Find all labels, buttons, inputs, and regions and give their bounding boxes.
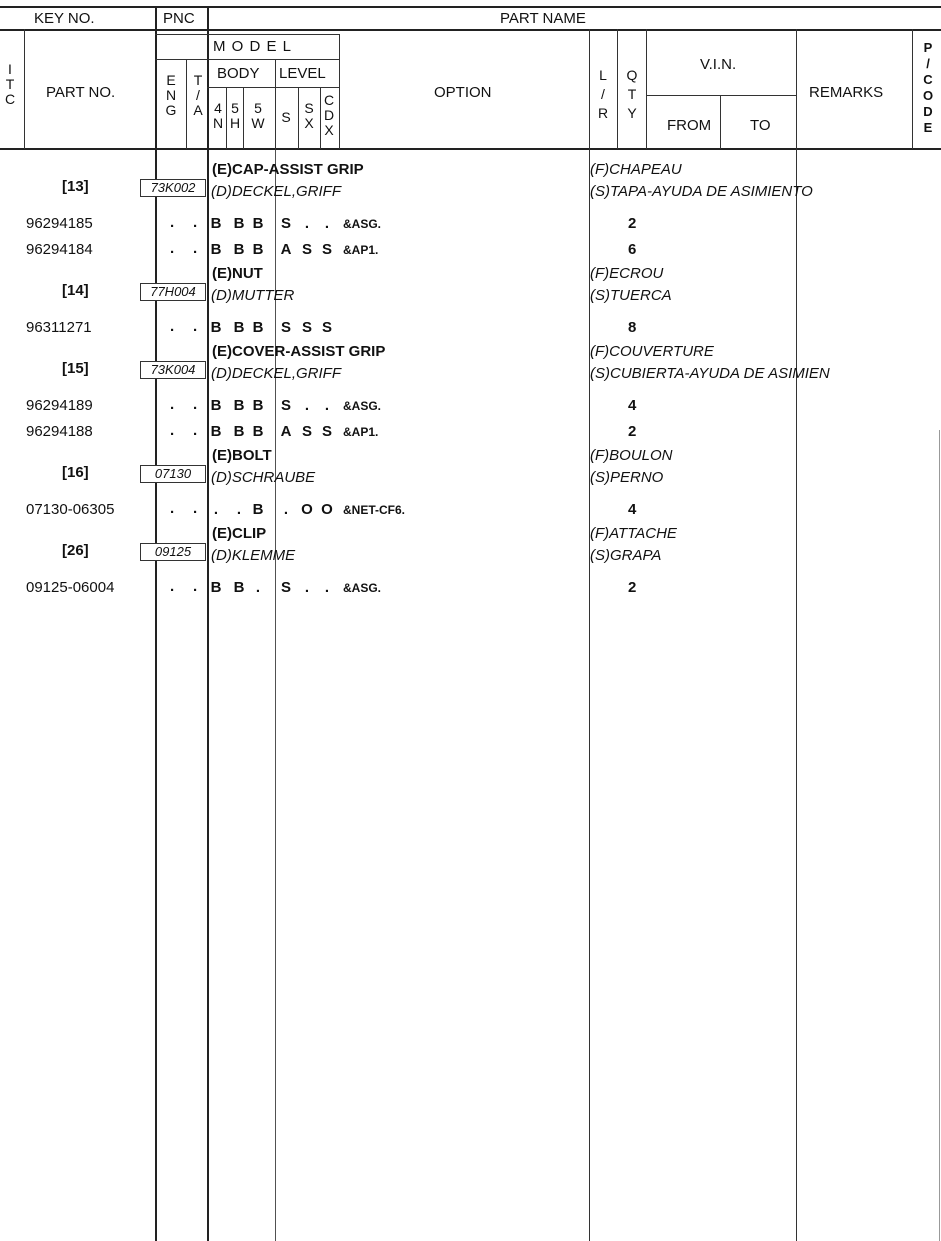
part-number: 96311271	[26, 319, 92, 336]
ta-value: .	[193, 500, 198, 517]
eng-header: E N G	[165, 72, 177, 118]
ta-value: .	[193, 422, 198, 439]
group-spanish-name: (S)CUBIERTA-AYUDA DE ASIMIEN	[590, 365, 830, 382]
group-spanish-name: (S)TAPA-AYUDA DE ASIMIENTO	[590, 183, 813, 200]
model-value: B	[252, 241, 264, 258]
model-value: S	[280, 397, 291, 414]
model-value: B	[210, 241, 222, 258]
model-value: B	[210, 579, 222, 596]
part-name-header: PART NAME	[500, 10, 586, 27]
qty-vin-divider	[646, 29, 647, 149]
model-value: B	[252, 397, 264, 414]
option-code: &ASG.	[343, 399, 382, 413]
option-code: &NET-CF6.	[343, 503, 406, 517]
eng-value: .	[170, 396, 175, 413]
ta-header: T / A	[193, 72, 203, 118]
model-value: B	[252, 319, 264, 336]
qty-value: 4	[628, 501, 637, 518]
group-german-name: (D)MUTTER	[211, 287, 295, 304]
lr-qty-divider	[617, 29, 618, 149]
key-no-header: KEY NO.	[34, 10, 95, 27]
model-value: .	[324, 397, 330, 414]
pnc-code: 73K004	[140, 361, 206, 379]
model-value: .	[304, 579, 310, 596]
remarks-header: REMARKS	[809, 84, 884, 101]
model-value: .	[283, 501, 289, 518]
vin-header: V.I.N.	[700, 56, 737, 73]
model-option-divider	[339, 34, 340, 149]
model-value: .	[324, 579, 330, 596]
ta-value: .	[193, 396, 198, 413]
group-spanish-name: (S)GRAPA	[590, 547, 662, 564]
body-header: BODY	[217, 65, 260, 82]
key-number: [26]	[62, 542, 89, 559]
level-col-sx: S X	[304, 100, 314, 131]
pnc-code: 09125	[140, 543, 206, 561]
model-value: O	[321, 501, 333, 518]
part-number: 96294184	[26, 241, 93, 258]
eng-value: .	[170, 214, 175, 231]
model-value: S	[321, 319, 332, 336]
group-german-name: (D)SCHRAUBE	[211, 469, 316, 486]
body-level-sep	[275, 59, 276, 88]
qty-value: 4	[628, 397, 637, 414]
model-value: S	[280, 579, 291, 596]
qty-value: 6	[628, 241, 637, 258]
eng-ta-divider	[186, 60, 187, 149]
group-english-name: (E)NUT	[212, 265, 263, 282]
eng-value: .	[170, 318, 175, 335]
body-col-line	[275, 148, 276, 1241]
body-col-divider-1	[226, 88, 227, 149]
qty-value: 8	[628, 319, 637, 336]
model-value: S	[301, 241, 312, 258]
pnc-code: 77H004	[140, 283, 206, 301]
model-value: B	[210, 423, 222, 440]
eng-value: .	[170, 578, 175, 595]
model-value: A	[280, 241, 292, 258]
top-border	[0, 6, 941, 8]
header-bottom-border	[0, 148, 941, 150]
model-value: O	[301, 501, 313, 518]
model-value: B	[233, 215, 245, 232]
option-code: &AP1.	[343, 425, 379, 439]
part-number: 96294185	[26, 215, 93, 232]
model-value: B	[233, 397, 245, 414]
group-english-name: (E)COVER-ASSIST GRIP	[212, 343, 386, 360]
model-value: B	[252, 423, 264, 440]
pnc-code: 07130	[140, 465, 206, 483]
ta-value: .	[193, 240, 198, 257]
ta-value: .	[193, 318, 198, 335]
group-german-name: (D)DECKEL,GRIFF	[211, 183, 342, 200]
model-value: B	[210, 215, 222, 232]
group-english-name: (E)BOLT	[212, 447, 272, 464]
pnc-header: PNC	[163, 10, 195, 27]
model-value: B	[210, 319, 222, 336]
option-code: &AP1.	[343, 243, 379, 257]
vin-remarks-divider	[796, 29, 797, 1241]
itc-divider	[24, 29, 25, 149]
model-value: .	[304, 215, 310, 232]
model-value: B	[210, 397, 222, 414]
option-lr-divider	[589, 29, 590, 1241]
lr-header: L / R	[597, 67, 609, 121]
level-col-cdx: C D X	[323, 92, 335, 138]
level-col-s: S	[281, 109, 291, 125]
model-value: .	[213, 501, 219, 518]
from-to-divider	[720, 96, 721, 149]
part-number: 96294189	[26, 397, 93, 414]
model-top-line	[155, 34, 340, 35]
model-value: B	[233, 241, 245, 258]
key-number: [16]	[62, 464, 89, 481]
group-french-name: (F)CHAPEAU	[590, 161, 682, 178]
body-col-divider-2	[243, 88, 244, 149]
level-col-divider-2	[320, 88, 321, 149]
model-value: S	[280, 215, 291, 232]
model-value: B	[252, 501, 264, 518]
option-code: &ASG.	[343, 217, 382, 231]
qty-value: 2	[628, 215, 637, 232]
body-col-5h: 5 H	[229, 100, 241, 131]
group-french-name: (F)ATTACHE	[590, 525, 677, 542]
part-number: 96294188	[26, 423, 93, 440]
group-french-name: (F)BOULON	[590, 447, 673, 464]
ta-value: .	[193, 578, 198, 595]
group-french-name: (F)COUVERTURE	[590, 343, 714, 360]
model-value: S	[301, 423, 312, 440]
body-level-bottom-line	[207, 87, 340, 88]
model-value: B	[252, 215, 264, 232]
model-value: S	[301, 319, 312, 336]
model-value: A	[280, 423, 292, 440]
group-spanish-name: (S)PERNO	[590, 469, 664, 486]
model-value: .	[255, 579, 261, 596]
right-edge-line	[939, 430, 940, 1241]
vin-bottom-line	[646, 95, 796, 96]
ta-value: .	[193, 214, 198, 231]
from-header: FROM	[667, 117, 712, 134]
option-header: OPTION	[434, 84, 492, 101]
model-header: M O D E L	[213, 38, 293, 55]
eng-value: .	[170, 422, 175, 439]
level-header: LEVEL	[279, 65, 326, 82]
group-english-name: (E)CLIP	[212, 525, 267, 542]
group-spanish-name: (S)TUERCA	[590, 287, 672, 304]
part-number: 09125-06004	[26, 579, 115, 596]
model-value: S	[321, 423, 332, 440]
model-value: S	[321, 241, 332, 258]
eng-value: .	[170, 500, 175, 517]
group-english-name: (E)CAP-ASSIST GRIP	[212, 161, 364, 178]
model-value: S	[280, 319, 291, 336]
key-number: [14]	[62, 282, 89, 299]
itc-header: I T C	[4, 61, 16, 107]
body-col-4n: 4 N	[212, 100, 224, 131]
model-value: B	[233, 579, 245, 596]
qty-value: 2	[628, 579, 637, 596]
pcode-header: P / C O D E	[922, 40, 934, 135]
pnc-divider	[207, 6, 209, 1241]
model-value: .	[324, 215, 330, 232]
remarks-pcode-divider	[912, 29, 913, 149]
key-number: [13]	[62, 178, 89, 195]
model-value: B	[233, 423, 245, 440]
qty-header: Q T Y	[626, 67, 638, 121]
eng-value: .	[170, 240, 175, 257]
qty-value: 2	[628, 423, 637, 440]
group-french-name: (F)ECROU	[590, 265, 664, 282]
group-german-name: (D)KLEMME	[211, 547, 296, 564]
part-number: 07130-06305	[26, 501, 115, 518]
part-no-header: PART NO.	[46, 84, 116, 101]
model-value: B	[233, 319, 245, 336]
pnc-code: 73K002	[140, 179, 206, 197]
level-col-divider-1	[298, 88, 299, 149]
group-german-name: (D)DECKEL,GRIFF	[211, 365, 342, 382]
key-number: [15]	[62, 360, 89, 377]
model-value: .	[236, 501, 242, 518]
to-header: TO	[750, 117, 771, 134]
option-code: &ASG.	[343, 581, 382, 595]
body-col-5w: 5 W	[251, 100, 265, 131]
model-value: .	[304, 397, 310, 414]
header-divider	[0, 29, 941, 31]
model-bottom-line	[155, 59, 340, 60]
